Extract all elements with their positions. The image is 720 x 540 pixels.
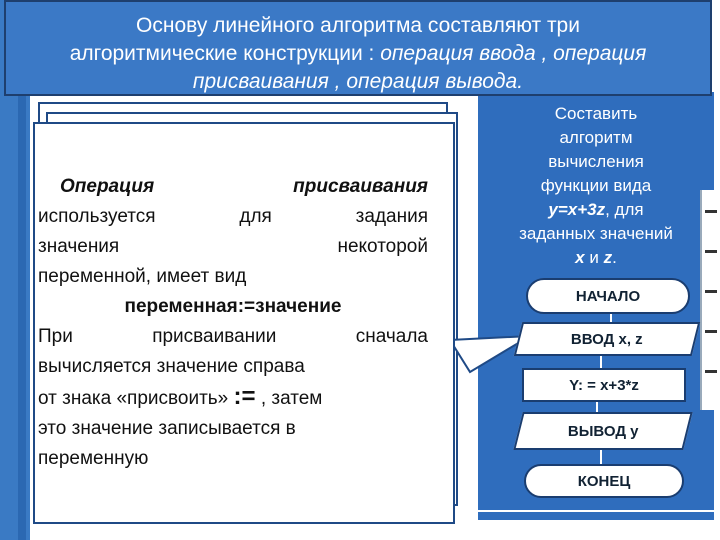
- text-part: от знака «присвоить»: [38, 388, 234, 409]
- title-line-1: Основу линейного алгоритма составляют три: [136, 14, 580, 37]
- flow-arrow: [596, 402, 598, 412]
- task-line: заданных значений: [519, 224, 673, 243]
- title-italic: операция ввода , операция: [380, 42, 647, 65]
- text-part: , затем: [255, 388, 323, 409]
- task-text-part: .: [612, 248, 617, 267]
- definition-text: [38, 172, 428, 474]
- task-line: Составить: [554, 104, 638, 123]
- flow-output-block: [513, 412, 692, 450]
- flow-input-block: [514, 322, 700, 356]
- task-line: вычисления: [548, 152, 644, 171]
- var-x: x: [575, 248, 585, 267]
- flow-arrow: [600, 356, 602, 368]
- line: вычисляется значение справа: [38, 356, 305, 377]
- task-description: [490, 102, 702, 270]
- flow-start: НАЧАЛО: [526, 278, 690, 314]
- word: значения: [38, 236, 120, 257]
- line: это значение записывается в: [38, 418, 296, 439]
- var-z: z: [603, 248, 613, 267]
- flow-output-label: ВЫВОД y: [567, 422, 639, 440]
- word: задания: [355, 206, 428, 227]
- flow-input-label: ВВОД x, z: [571, 330, 643, 348]
- flow-arrow: [610, 314, 612, 322]
- term-assignment: присваивания: [293, 176, 428, 197]
- word: используется: [38, 206, 156, 227]
- flow-end: КОНЕЦ: [524, 464, 684, 498]
- word: сначала: [355, 326, 428, 347]
- assign-operator: :=: [233, 383, 256, 410]
- term-operation: Операция: [60, 176, 155, 197]
- title-plain: алгоритмические конструкции :: [69, 42, 381, 65]
- task-line: [490, 246, 702, 270]
- title-line-3: присваивания , операция вывода.: [192, 70, 524, 93]
- function-formula: y=x+3z: [548, 200, 606, 219]
- title-line-2: [6, 40, 710, 68]
- line: переменную: [38, 448, 149, 469]
- line: переменной, имеет вид: [38, 266, 247, 287]
- word: При: [38, 326, 73, 347]
- task-line: функции вида: [540, 176, 652, 195]
- word: для: [239, 206, 272, 227]
- task-line: [490, 198, 702, 222]
- task-text-part: , для: [605, 200, 644, 219]
- task-line: алгоритм: [559, 128, 633, 147]
- word: присваивании: [152, 326, 277, 347]
- slide-title: [4, 0, 712, 96]
- flow-process: Y: = x+3*z: [522, 368, 686, 402]
- word: некоторой: [337, 236, 428, 257]
- flow-arrow: [600, 450, 602, 464]
- task-text-part: и: [584, 248, 604, 267]
- line-with-operator: [38, 382, 428, 414]
- assign-formula: переменная:=значение: [124, 296, 342, 317]
